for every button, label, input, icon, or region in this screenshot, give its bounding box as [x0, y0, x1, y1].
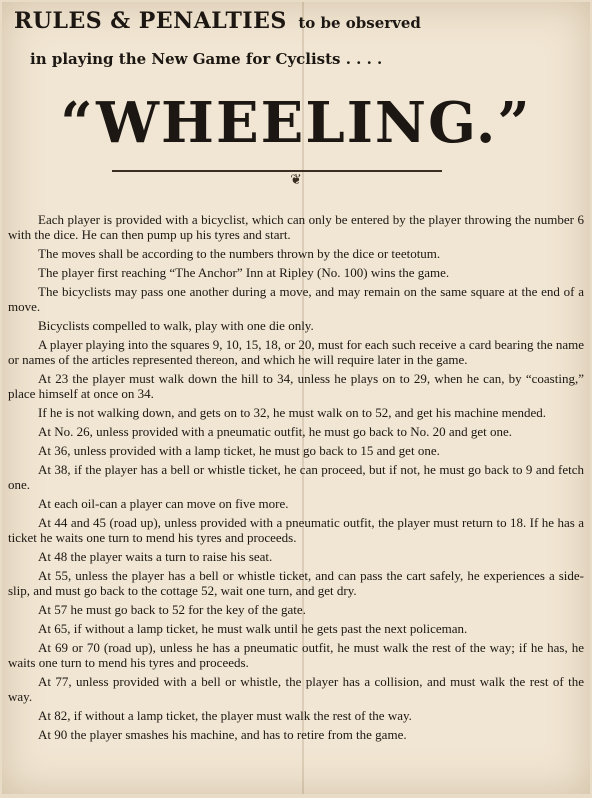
rule-paragraph: At each oil-can a player can move on five more. — [38, 496, 289, 511]
rule-paragraph: At 55, unless the player has a bell or whistle ticket, and can pass the cart safely, he experiences a side-slip, and must go back to the cottage 52, wait one turn, and get dry. — [8, 568, 584, 598]
game-title: “WHEELING.” — [60, 90, 532, 156]
header-caps: RULES & PENALTIES — [14, 8, 287, 34]
rule-paragraph: At 44 and 45 (road up), unless provided with a pneumatic outfit, the player must return to 18. If he has a ticket he waits one turn to mend his tyres and proceeds. — [8, 515, 584, 545]
rule-paragraph: At 48 the player waits a turn to raise his seat. — [38, 549, 273, 564]
header-line-1 — [14, 8, 421, 34]
rule-paragraph: At 69 or 70 (road up), unless he has a pneumatic outfit, he must walk the rest of the way; if he has, he waits one turn to mend his tyres and proceeds. — [8, 640, 584, 670]
header-rest: to be observed — [298, 14, 421, 32]
rule-paragraph: At 77, unless provided with a bell or whistle, the player has a collision, and must walk the rest of the way. — [8, 674, 584, 704]
rule-paragraph: Bicyclists compelled to walk, play with one die only. — [38, 318, 314, 333]
rule-paragraph: At 65, if without a lamp ticket, he must walk until he gets past the next policeman. — [38, 621, 468, 636]
rule-paragraph: At No. 26, unless provided with a pneumatic outfit, he must go back to No. 20 and get one. — [38, 424, 513, 439]
rule-paragraph: At 57 he must go back to 52 for the key of the gate. — [38, 602, 306, 617]
rule-paragraph: At 82, if without a lamp ticket, the player must walk the rest of the way. — [38, 708, 412, 723]
rule-paragraph: At 23 the player must walk down the hill to 34, unless he plays on to 29, when he can, by “coasting,” place himself at once on 34. — [8, 371, 584, 401]
rule-paragraph: The bicyclists may pass one another during a move, and may remain on the same square at the end of a move. — [8, 284, 584, 314]
rule-paragraph: If he is not walking down, and gets on to 32, he must walk on to 52, and get his machine mended. — [38, 405, 546, 420]
header-line-2: in playing the New Game for Cyclists . . . . — [30, 50, 383, 68]
rule-paragraph: Each player is provided with a bicyclist, which can only be entered by the player throwing the number 6 with the dice. He can then pump up his tyres and start. — [8, 212, 584, 242]
rule-paragraph: A player playing into the squares 9, 10, 15, 18, or 20, must for each such receive a card bearing the name or names of the articles represented thereon, and which he will require later in the game. — [8, 337, 584, 367]
rules-sheet — [2, 2, 590, 794]
ornament-flourish: ❦ — [290, 172, 302, 188]
rule-paragraph: At 90 the player smashes his machine, and has to retire from the game. — [38, 727, 407, 742]
rule-paragraph: The moves shall be according to the numbers thrown by the dice or teetotum. — [38, 246, 441, 261]
rule-paragraph: At 36, unless provided with a lamp ticket, he must go back to 15 and get one. — [38, 443, 440, 458]
rule-paragraph: The player first reaching “The Anchor” Inn at Ripley (No. 100) wins the game. — [38, 265, 450, 280]
rule-paragraph: At 38, if the player has a bell or whistle ticket, he can proceed, but if not, he must go back to 9 and fetch one. — [8, 462, 584, 492]
rules-body — [8, 212, 584, 746]
